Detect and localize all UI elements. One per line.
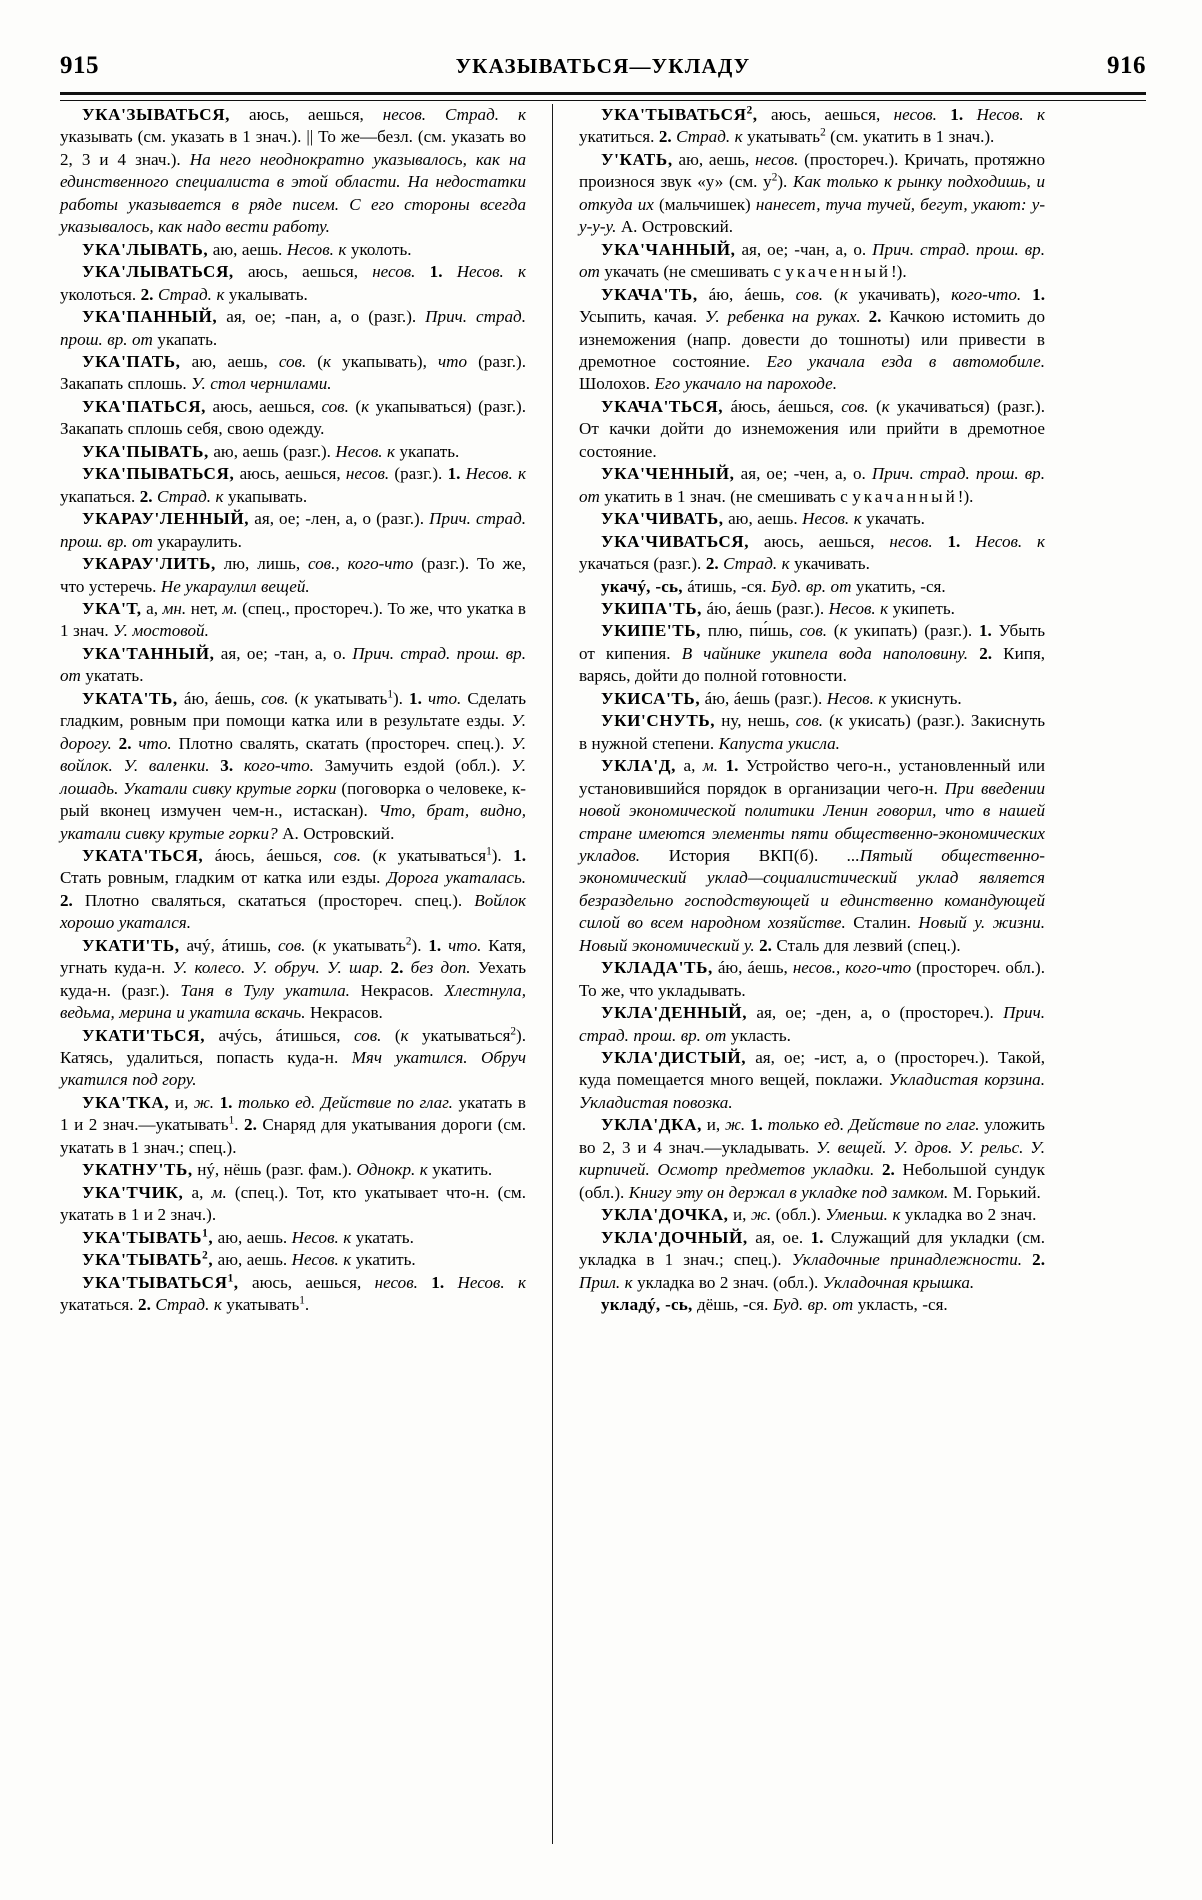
entry-headword: УКА'ЧЕННЫЙ, [601,464,735,484]
dictionary-entry [579,396,1045,463]
dictionary-entry [579,710,1045,755]
column-left [60,104,553,1844]
entry-definition: ачý, áтишь, сов. (к укатывать$^2$). 1. что. Катя, угнать куда-н. У. колесо. У. обруч. У. шар. 2. без доп. Уехать куда-н. (разг.). Таня в Тулу укатила. Некрасов. Хлестнула, ведьма, мерина и укатила вскачь. Некрасов. [60,935,527,1023]
entry-headword: укачý, -сь, [601,576,683,596]
entry-definition: аю, аешь. Несов. к укатать. [213,1227,414,1247]
column-right [553,104,1045,1844]
dictionary-entry [579,598,1045,620]
entry-definition: ая, ое; -ист, а, о (простореч.). Такой, куда помещается много вещей, поклажи. Укладистая корзина. Укладистая повозка. [579,1048,1045,1112]
dictionary-entry [579,531,1045,576]
folio-right: 916 [1106,52,1146,79]
header-rule [60,92,1146,101]
dictionary-entry [579,463,1045,508]
entry-definition: áю, áешь (разг.). Несов. к укиснуть. [700,688,962,708]
entry-definition: аюсь, аешься, несов. 1. Несов. к укачаться (разг.). 2. Страд. к укачивать. [579,531,1045,574]
entry-headword: УКА'ПАТЬСЯ, [82,396,207,416]
entry-headword: УКИПА'ТЬ, [601,598,703,618]
dictionary-entry [579,688,1045,710]
entry-headword: УКА'ПАННЫЙ, [82,307,218,327]
entry-definition: лю, лишь, сов., кого-что (разг.). То же, что устеречь. Не укараулил вещей. [60,554,526,596]
entry-headword: УКА'ПЫВАТЬ, [82,441,209,461]
dictionary-entry [60,1272,526,1317]
dictionary-entry [579,1002,1045,1047]
dictionary-entry [60,104,526,239]
entry-headword: УКАРАУ'ЛИТЬ, [82,554,216,574]
entry-headword: УКАЧА'ТЬ, [601,284,698,304]
entry-headword: УКИПЕ'ТЬ, [601,621,702,641]
entry-headword: УКЛА'Д, [601,756,677,776]
dictionary-entry [60,643,526,688]
dictionary-entry [579,1294,1045,1316]
entry-headword: УКА'Т, [82,598,142,618]
dictionary-entry [60,553,526,598]
entry-headword: УКАЧА'ТЬСЯ, [601,396,724,416]
entry-definition: нý, нёшь (разг. фам.). Однокр. к укатить. [192,1160,493,1180]
entry-headword: УКА'ЧАННЫЙ, [601,239,736,259]
entry-definition: и, ж. 1. только ед. Действие по глаг. укатать в 1 и 2 знач.—укатывать$^1$. 2. Снаряд для укатывания дороги (см. укатать в 1 знач.; спец.). [60,1092,526,1157]
entry-definition: аю, аешь. Несов. к укатить. [213,1250,416,1270]
dictionary-entry [579,149,1045,239]
dictionary-entry [60,598,526,643]
entry-headword: УКЛА'ДОЧНЫЙ, [601,1227,748,1247]
entry-definition: а, мн. нет, м. (спец., простореч.). То же, что укатка в 1 знач. У. мостовой. [60,598,526,641]
entry-definition: аю, аешь. Несов. к уколоть. [208,239,412,259]
dictionary-entry [60,239,526,261]
entry-definition: ая, ое; -чен, а, о. Прич. страд. прош. вр. от укатить в 1 знач. (не смешивать с укачанный!). [579,464,1045,506]
dictionary-entry [579,1114,1045,1204]
entry-definition: аюсь, аешься, несов. Страд. к указывать (см. указать в 1 знач.). || То же—безл. (см. указать во 2, 3 и 4 знач.). На него неоднократно указывалось, как на единственного специалиста в этой области. На недостатки работы указывается в ряде писем. С его стороны всегда указывалось, как надо вести работу. [60,105,526,237]
dictionary-entry [579,508,1045,530]
dictionary-entry [60,261,526,306]
entry-headword: УКА'ЛЫВАТЬСЯ, [82,262,234,282]
entry-headword: УКИСА'ТЬ, [601,688,701,708]
entry-headword: УКА'ТАННЫЙ, [82,643,215,663]
entry-headword: УКЛА'ДИСТЫЙ, [601,1048,747,1068]
entry-headword: УКАТНУ'ТЬ, [82,1160,193,1180]
entry-headword: УКА'ЧИВАТЬ, [601,509,724,529]
dictionary-entry [579,1227,1045,1294]
entry-definition: аюсь, аешься, несов. 1. Несов. к укататься. 2. Страд. к укатывать$^1$. [60,1272,526,1315]
entry-definition: и, ж. (обл.). Уменьш. к укладка во 2 знач. [728,1205,1037,1225]
entry-headword: УКАТА'ТЬ, [82,688,178,708]
entry-headword: УКАРАУ'ЛЕННЫЙ, [82,509,250,529]
two-column-body [60,104,1146,1844]
dictionary-entry [60,1182,526,1227]
entry-headword: УКА'ЗЫВАТЬСЯ, [82,105,231,124]
dictionary-entry [60,463,526,508]
dictionary-entry [579,957,1045,1002]
dictionary-entry [60,351,526,396]
entry-definition: и, ж. 1. только ед. Действие по глаг. уложить во 2, 3 и 4 знач.—укладывать. У. вещей. У. дров. У. рельс. У. кирпичей. Осмотр предметов укладки. 2. Небольшой сундук (обл.). Книгу эту он держал в укладке под замком. М. Горький. [579,1115,1045,1202]
folio-left: 915 [60,52,99,79]
dictionary-entry [60,1249,526,1271]
entry-definition: дёшь, -ся. Буд. вр. от укласть, -ся. [692,1295,948,1315]
dictionary-entry [579,104,1045,149]
dictionary-entry [60,1159,526,1181]
entry-definition: аюсь, аешься, несов. 1. Несов. к уколоться. 2. Страд. к укалывать. [60,262,526,304]
entry-definition: áюсь, áешься, сов. (к укачиваться) (разг.). От качки дойти до изнеможения или прийти в дремотное состояние. [579,396,1045,461]
entry-headword: УКА'ПЫВАТЬСЯ, [82,464,235,484]
entry-definition: аю, аешь (разг.). Несов. к укапать. [208,441,460,461]
entry-headword: УКЛАДА'ТЬ, [601,958,713,978]
dictionary-entry [60,441,526,463]
running-head: УКАЗЫВАТЬСЯ—УКЛАДУ [455,54,751,78]
entry-definition: áю, áешь (разг.). Несов. к укипеть. [702,598,955,618]
entry-definition: а, м. (спец.). Тот, кто укатывает что-н. (см. укатать в 1 и 2 знач.). [60,1182,526,1225]
dictionary-entry [60,1025,526,1092]
dictionary-entry [579,620,1045,687]
entry-definition: ая, ое; -тан, а, о. Прич. страд. прош. вр. от укатать. [60,643,526,686]
entry-definition: ая, ое; -пан, а, о (разг.). Прич. страд. прош. вр. от укапать. [60,307,526,349]
entry-definition: ая, ое. 1. Служащий для укладки (см. укладка в 1 знач.; спец.). Укладочные принадлежности. 2. Прил. к укладка во 2 знач. (обл.). Укладочная крышка. [579,1227,1045,1292]
entry-headword: УКА'ТЫВАТЬСЯ$^1$, [82,1271,239,1292]
entry-headword: УКА'ТЫВАТЬСЯ$^2$, [601,104,758,124]
dictionary-entry [60,688,526,845]
dictionary-entry [60,508,526,553]
page-header [60,52,1146,92]
entry-definition: аю, аешь, сов. (к укапывать), что (разг.). Закапать сплошь. У. стол чернилами. [60,351,527,394]
dictionary-entry [579,284,1045,396]
entry-definition: áю, áешь, сов. (к укачивать), кого-что. 1. Усыпить, качая. У. ребенка на руках. 2. Качкою истомить до изнеможения (напр. довести до тошноты) или привести в дремотное состояние. Его укачала езда в автомобиле. Шолохов. Его укачало на пароходе. [579,284,1045,394]
entry-definition: áю, áешь, несов., кого-что (простореч. обл.). То же, что укладывать. [579,958,1045,1000]
dictionary-entry [579,1047,1045,1114]
entry-definition: аю, аешь. Несов. к укачать. [723,509,925,529]
entry-headword: УКА'ТЫВАТЬ$^1$, [82,1226,214,1247]
entry-headword: УКА'ЧИВАТЬСЯ, [601,531,750,551]
entry-headword: УКИ'СНУТЬ, [601,711,716,731]
entry-definition: аюсь, аешься, сов. (к укапываться) (разг.). Закапать сплошь себя, свою одежду. [60,396,526,439]
entry-definition: áю, áешь, сов. (к укатывать$^1$). 1. что. Сделать гладким, ровным при помощи катка или в результате езды. У. дорогу. 2. что. Плотно свалять, скатать (простореч. спец.). У. войлок. У. валенки. 3. кого-что. Замучить ездой (обл.). У. лошадь. Укатали сивку крутые горки (поговорка о человеке, к-рый вконец измучен чем-н., истаскан). Что, брат, видно, укатали сивку крутые горки? А. Островский. [60,688,527,843]
entry-definition: ну, нешь, сов. (к укисать) (разг.). Закиснуть в нужной степени. Капуста укисла. [579,711,1045,753]
entry-definition: áтишь, -ся. Буд. вр. от укатить, -ся. [682,576,946,596]
dictionary-entry [579,239,1045,284]
entry-headword: У'КАТЬ, [601,149,673,169]
dictionary-entry [60,1227,526,1249]
dictionary-entry [60,306,526,351]
dictionary-entry [579,576,1045,598]
entry-definition: ая, ое; -чан, а, о. Прич. страд. прош. вр. от укачать (не смешивать с укаченный!). [579,239,1045,282]
entry-headword: УКЛА'ДКА, [601,1115,702,1135]
entry-headword: УКЛА'ДЕННЫЙ, [601,1003,748,1023]
entry-definition: ая, ое; -лен, а, о (разг.). Прич. страд. прош. вр. от укараулить. [60,509,526,551]
entry-definition: аю, аешь, несов. (простореч.). Кричать, протяжно произнося звук «у» (см. $у^2$). Как только к рынку подходишь, и откуда их (мальчишек) нанесет, туча тучей, бегут, укают: у-у-у-у. А. Островский. [579,149,1046,237]
dictionary-entry [579,755,1045,957]
entry-headword: УКА'ЛЫВАТЬ, [82,239,209,259]
entry-definition: а, м. 1. Устройство чего-н., установленный или установившийся порядок в организации чего-н. При введении новой экономической политики Ленин говорил, что в нашей стране имеются элементы пяти общественно-экономических укладов. История ВКП(б). ...Пятый общественно-экономический уклад—социалистический уклад является безраздельно господствующей и единственно командующей силой во всем народном хозяйстве. Сталин. Новый у. жизни. Новый экономический у. 2. Сталь для лезвий (спец.). [579,756,1045,955]
entry-definition: плю, пи́шь, сов. (к укипать) (разг.). 1. Убыть от кипения. В чайнике укипела вода наполовину. 2. Кипя, варясь, дойти до полной готовности. [579,621,1046,686]
entry-headword: укладý, -сь, [601,1295,693,1315]
dictionary-entry [60,1092,526,1159]
dictionary-entry [60,396,526,441]
entry-headword: УКА'ТЧИК, [82,1182,184,1202]
entry-definition: ачýсь, áтишься, сов. (к укатываться$^2$). Катясь, удалиться, попасть куда-н. Мяч укатился. Обруч укатился под гору. [60,1024,527,1090]
dictionary-entry [60,935,526,1025]
entry-headword: УКА'ТЫВАТЬ$^2$, [82,1249,214,1270]
entry-definition: аюсь, аешься, несов. (разг.). 1. Несов. к укапаться. 2. Страд. к укапывать. [60,464,526,506]
dictionary-entry [60,845,526,935]
entry-headword: УКАТА'ТЬСЯ, [82,845,204,865]
dictionary-entry [579,1204,1045,1226]
entry-definition: áюсь, áешься, сов. (к укатываться$^1$). 1. Стать ровным, гладким от катка или езды. Дорога укаталась. 2. Плотно сваляться, скататься (простореч. спец.). Войлок хорошо укатался. [60,845,526,933]
entry-headword: УКЛА'ДОЧКА, [601,1205,729,1225]
entry-headword: УКАТИ'ТЬ, [82,935,180,955]
entry-headword: УКА'ТКА, [82,1092,170,1112]
entry-definition: аюсь, аешься, несов. 1. Несов. к укатиться. 2. Страд. к укатывать$^2$ (см. укатить в 1 знач.). [579,105,1045,147]
entry-headword: УКА'ПАТЬ, [82,351,181,371]
entry-definition: ая, ое; -ден, а, о (простореч.). Прич. страд. прош. вр. от укласть. [579,1003,1045,1045]
entry-headword: УКАТИ'ТЬСЯ, [82,1025,206,1045]
